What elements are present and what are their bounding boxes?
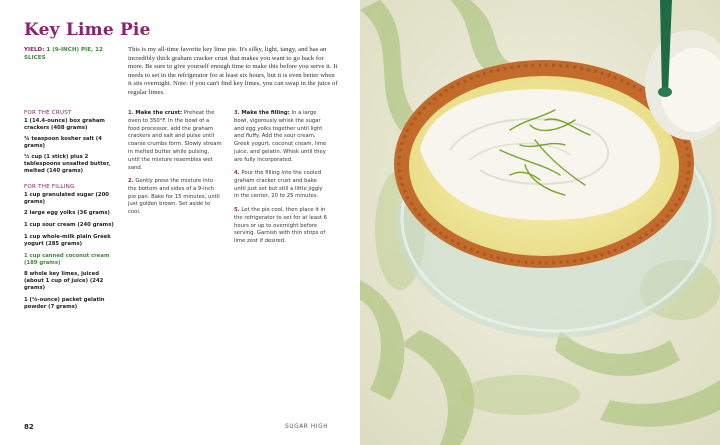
step-4: 4. Pour the filling into the cooled graham cracker crust and bake until just set but still a little jiggly in the center, 20 to 25 minutes. bbox=[234, 170, 323, 200]
ingredient-item: 1 (14.4-ounce) box graham crackers (408 grams) bbox=[24, 118, 105, 132]
step-1: 1. Make the crust: Preheat the oven to 350°F. In the bowl of a food processor, add the graham crackers and salt and pulse until coarse crumbs form. Slowly stream in melted butter while pulsing, until the mixture resembles wet sand. bbox=[128, 110, 222, 171]
ingredient-item: 1 cup granulated sugar (200 grams) bbox=[24, 192, 109, 206]
key-lime-pie-photo bbox=[360, 0, 720, 445]
ingredient-item: 8 whole key limes, juiced (about 1 cup of juice) (242 grams) bbox=[24, 271, 104, 292]
crust-heading: FOR THE CRUST bbox=[24, 110, 72, 116]
step-3: 3. Make the filling: In a large bowl, vigorously whisk the sugar and egg yolks together until light and fluffy. Add the sour cream, Greek yogurt, coconut cream, lime juice, and gelatin. Whisk until they are fully incorporated. bbox=[234, 110, 327, 163]
step-5: 5. Let the pie cool, then place it in the refrigerator to set for at least 6 hours or up to overnight before serving. Garnish with thin strips of lime zest if desired. bbox=[234, 207, 328, 245]
ingredient-item: 1 cup canned coconut cream (189 grams) bbox=[24, 253, 110, 267]
recipe-yield bbox=[24, 46, 124, 63]
ingredient-item: 1 cup whole-milk plain Greek yogurt (285 grams) bbox=[24, 234, 111, 248]
yield-value: 1 (9-INCH) PIE, 12 SLICES bbox=[24, 47, 103, 62]
filling-heading: FOR THE FILLING bbox=[24, 184, 75, 190]
ingredient-item: ¾ teaspoon kosher salt (4 grams) bbox=[24, 136, 102, 150]
recipe-title: Key Lime Pie bbox=[24, 20, 151, 40]
yield-label: YIELD: bbox=[24, 47, 45, 53]
recipe-intro: This is my all-time favorite key lime pie. It's silky, light, tangy, and has an incredibly thick graham cracker crust that makes you want to go back for more. Be sure to give yourself enough time to make this before you serve it. It needs to set in the refrigerator for at least six hours, but it is even better when it sits overnight. Note: if you can't find key limes, you can swap in the juice of regular limes. bbox=[128, 46, 338, 96]
running-head: SUGAR HIGH bbox=[285, 424, 329, 430]
ingredient-item: 1 cup sour cream (240 grams) bbox=[24, 222, 114, 228]
step-2: 2. Gently press the mixture into the bottom and sides of a 9-inch pie pan. Bake for 15 minutes, until just golden brown. Set aside to cool. bbox=[128, 178, 220, 216]
page-number: 82 bbox=[24, 423, 34, 431]
ingredient-item: ½ cup (1 stick) plus 2 tablespoons unsalted butter, melted (140 grams) bbox=[24, 154, 111, 175]
ingredient-item: 2 large egg yolks (36 grams) bbox=[24, 210, 110, 216]
ingredient-item: 1 (¼-ounce) packet gelatin powder (7 grams) bbox=[24, 297, 105, 311]
